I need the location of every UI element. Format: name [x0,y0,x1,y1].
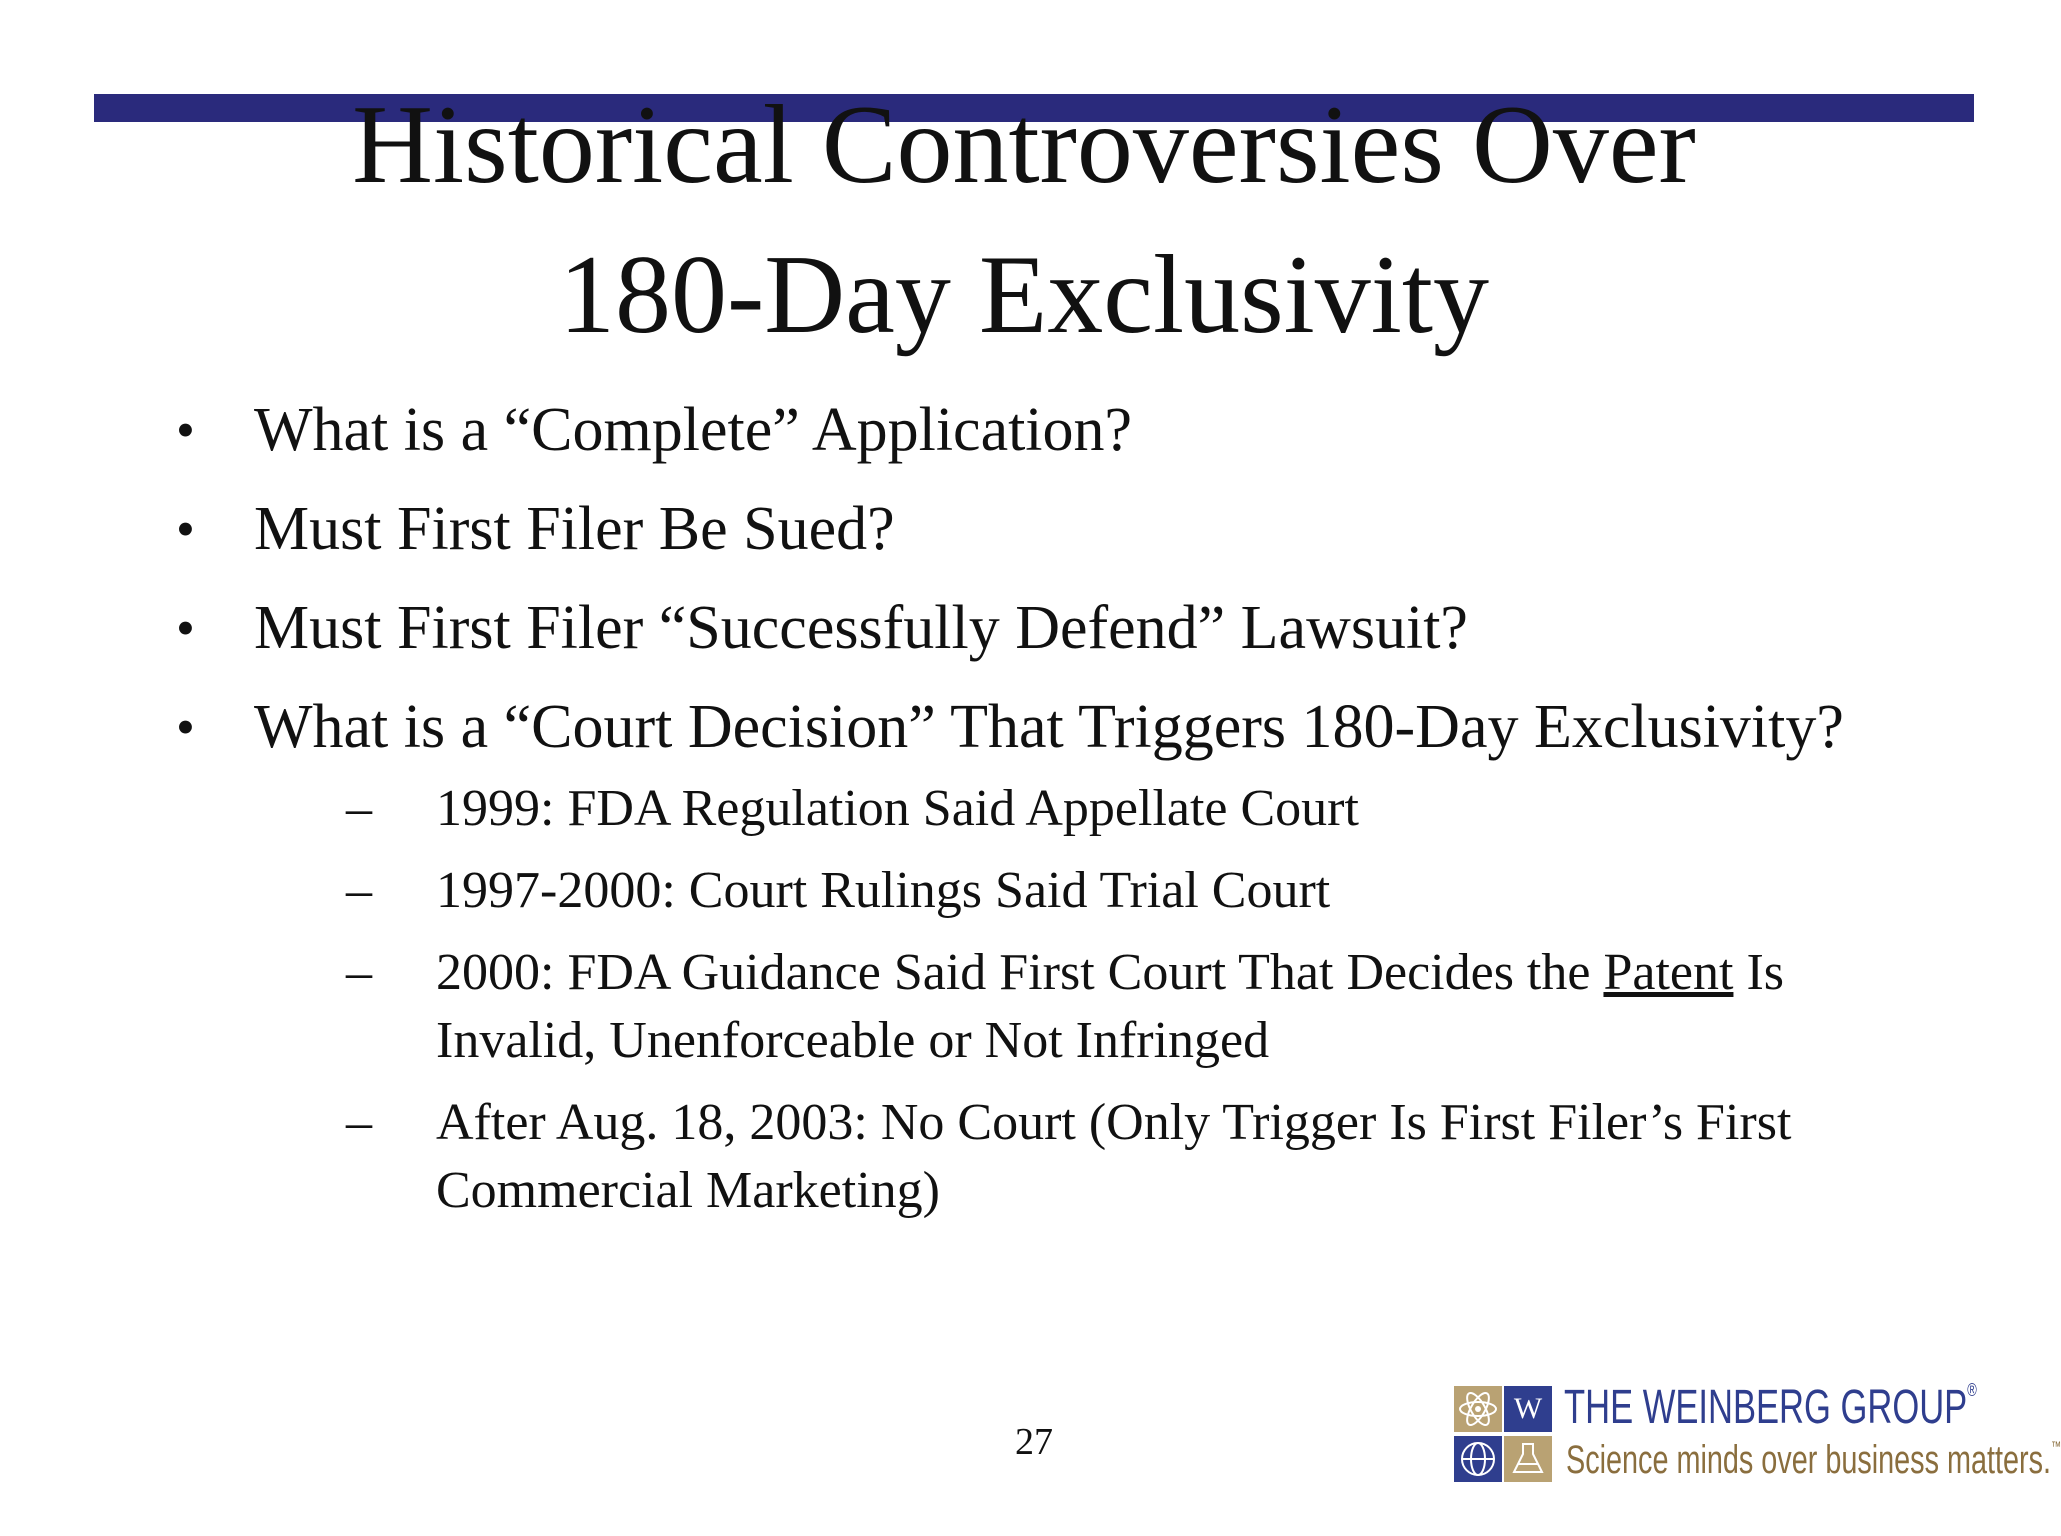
dash-marker: – [346,944,372,1001]
logo-tiles [1454,1386,1554,1482]
sub-bullet-text: After Aug. 18, 2003: No Court (Only Trigger Is First Filer’s First Commercial Marketing) [436,1094,1792,1219]
sub-bullet-item [346,775,1930,843]
tagline-text: Science minds over business matters. [1566,1438,2052,1482]
dash-marker: – [346,780,372,837]
bullet-text: What is a “Court Decision” That Triggers 180-Day Exclusivity? [254,693,1844,761]
bullet-marker: • [176,598,195,658]
bullet-text: Must First Filer Be Sued? [254,495,895,563]
bullet-marker: • [176,499,195,559]
w-letter-tile [1504,1386,1552,1432]
bullet-item [170,588,1930,668]
bullet-item [170,390,1930,470]
atom-icon [1454,1386,1502,1432]
bullet-marker: • [176,400,195,460]
slide-title [0,70,2048,370]
bullet-text: What is a “Complete” Application? [254,396,1133,464]
underlined-word: Patent [1603,944,1734,1001]
sub-bullet-item [346,1089,1930,1225]
logo-tagline [1566,1438,2061,1483]
bullet-item [170,489,1930,569]
sub-bullet-item [346,939,1930,1075]
weinberg-group-logo [1454,1380,2061,1486]
bullet-text: Must First Filer “Successfully Defend” Lawsuit? [254,594,1468,662]
globe-icon [1454,1436,1502,1482]
sub-bullet-text-end: Is Invalid, Unenforceable or Not Infringed [436,944,1785,1069]
page-number: 27 [1015,1421,1053,1463]
flask-icon [1504,1436,1552,1482]
sub-bullet-text-start: 2000: FDA Guidance Said First Court That Decides the [436,944,1604,1001]
trademark-mark: ™ [2051,1438,2061,1454]
title-line-1: Historical Controversies Over [352,83,1696,207]
logo-company-name [1564,1380,1977,1435]
dash-marker: – [346,1094,372,1151]
sub-bullet-item [346,857,1930,925]
bullet-item [170,687,1930,1225]
title-line-2: 180-Day Exclusivity [558,233,1490,357]
dash-marker: – [346,862,372,919]
sub-bullet-text: 1999: FDA Regulation Said Appellate Court [436,780,1359,837]
bullet-list [170,390,1930,1244]
logo-letter: W [1513,1392,1543,1425]
bullet-marker: • [176,697,195,757]
sub-bullet-text: 1997-2000: Court Rulings Said Trial Court [436,862,1331,919]
registered-mark: ® [1967,1380,1977,1400]
sub-bullet-list [170,775,1930,1225]
company-name-text: THE WEINBERG GROUP [1564,1381,1968,1434]
